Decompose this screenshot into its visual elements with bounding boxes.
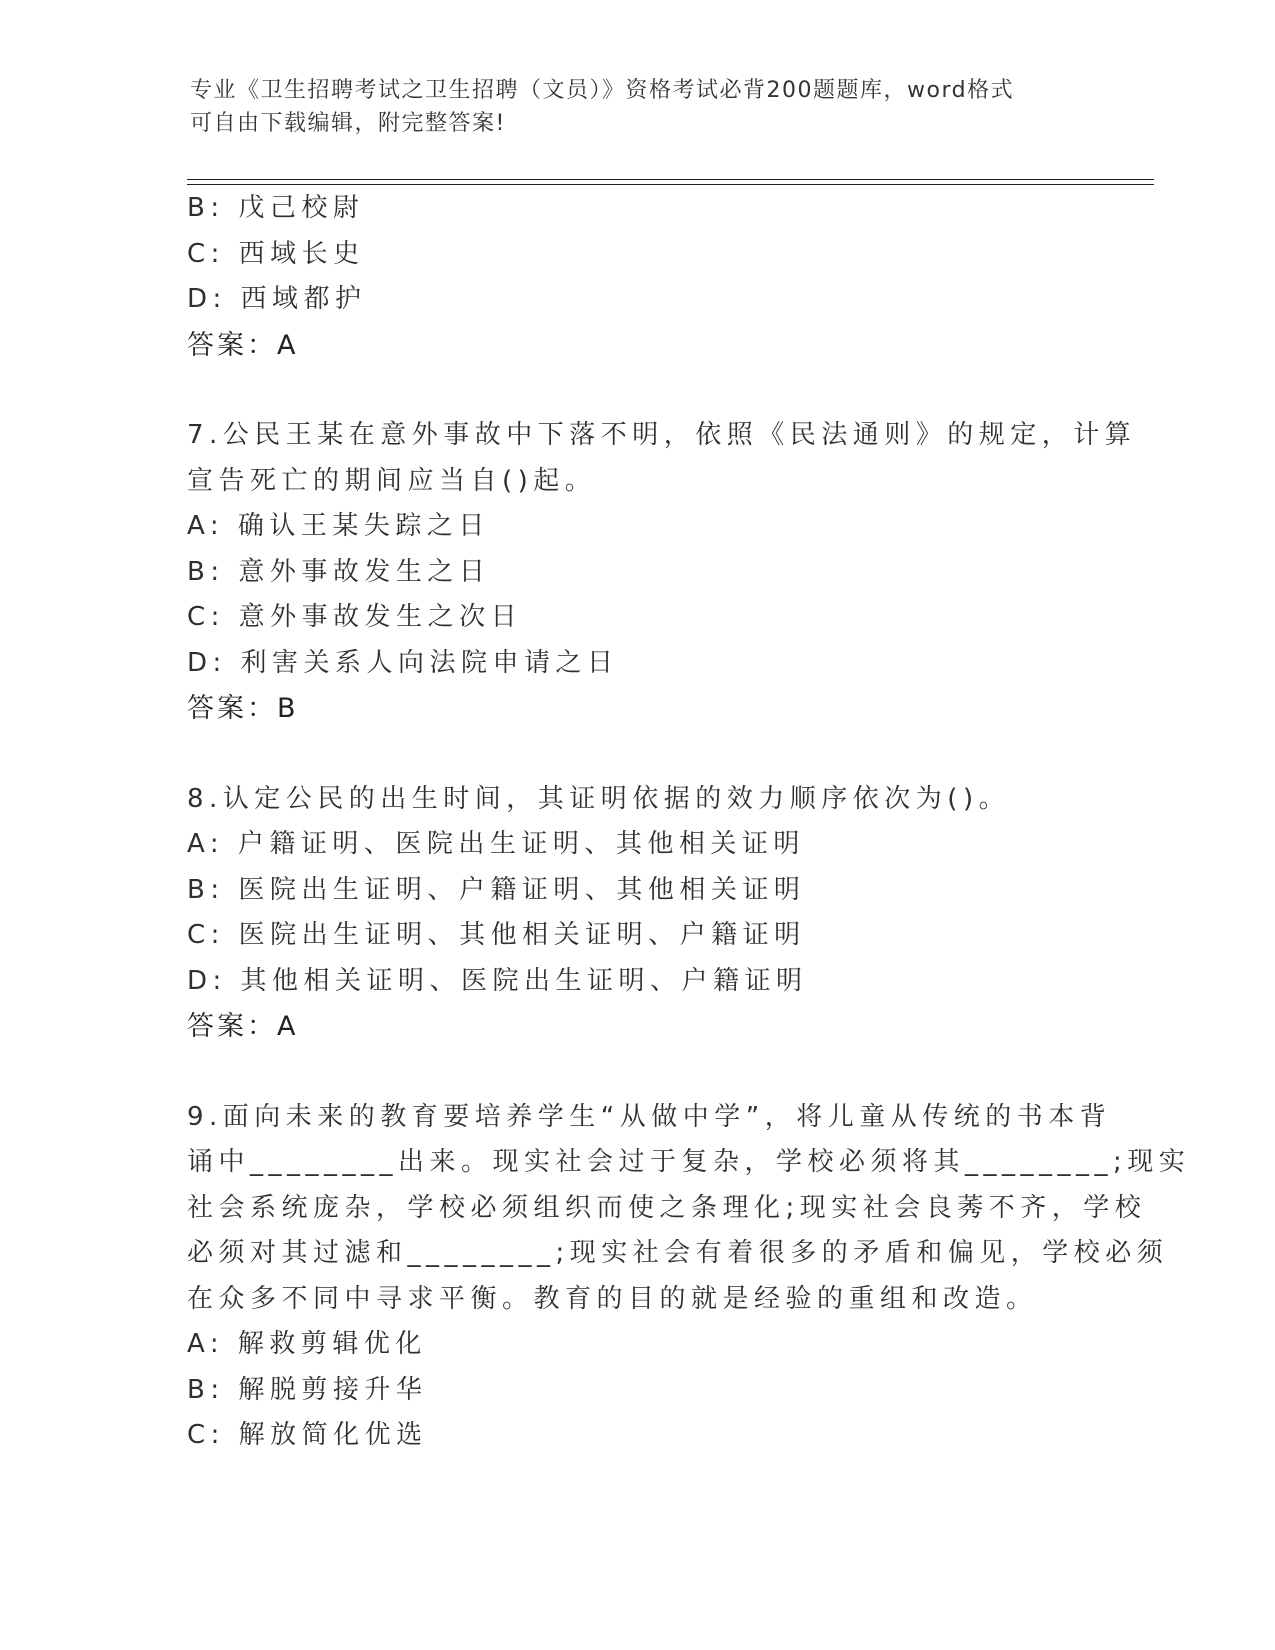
question-7-block (187, 413, 1137, 732)
q7-option-d: D: 利害关系人向法院申请之日 (187, 647, 619, 678)
q9-option-b: B: 解脱剪接升华 (187, 1374, 428, 1405)
q6-answer: 答案：A (187, 329, 299, 361)
q6-option-d: D: 西域都护 (187, 284, 367, 314)
q8-option-d: D: 其他相关证明、医院出生证明、户籍证明 (187, 965, 808, 996)
q9-option-a: A: 解救剪辑优化 (187, 1329, 427, 1359)
q6-option-b: B: 戊己校尉 (187, 193, 365, 223)
q8-stem-line-1: 8.认定公民的出生时间，其证明依据的效力顺序依次为()。 (187, 783, 1011, 814)
q6-option-c: C: 西域长史 (187, 238, 365, 269)
question-spacer (187, 1050, 1087, 1095)
q9-stem-line-5: 在众多不同中寻求平衡。教育的目的就是经验的重组和改造。 (187, 1283, 1038, 1314)
q7-stem-line-1: 7.公民王某在意外事故中下落不明，依照《民法通则》的规定，计算 (187, 420, 1137, 450)
q7-option-a: A: 确认王某失踪之日 (187, 511, 490, 541)
q7-answer: 答案：B (187, 693, 299, 724)
header-divider-bottom (187, 184, 1154, 185)
header-line-2: 可自由下载编辑，附完整答案! (190, 111, 506, 136)
question-spacer (187, 732, 1087, 777)
header-line-1: 专业《卫生招聘考试之卫生招聘（文员）》资格考试必背200题题库，word格式 (190, 78, 1015, 103)
question-6-block (187, 186, 1087, 368)
document-header (190, 74, 1090, 140)
q7-stem-line-2: 宣告死亡的期间应当自()起。 (187, 465, 597, 496)
q9-stem-line-3: 社会系统庞杂，学校必须组织而使之条理化;现实社会良莠不齐，学校 (187, 1192, 1147, 1223)
q7-option-b: B: 意外事故发生之日 (187, 556, 491, 587)
question-8-block (187, 777, 1087, 1050)
q7-option-c: C: 意外事故发生之次日 (187, 602, 523, 632)
question-9-block (187, 1095, 1191, 1459)
header-divider-top (187, 179, 1154, 180)
question-list (187, 186, 1191, 1459)
q9-option-c: C: 解放简化优选 (187, 1420, 428, 1450)
q9-stem-line-1: 9.面向未来的教育要培养学生“从做中学”，将儿童从传统的书本背 (187, 1101, 1112, 1132)
q8-option-c: C: 医院出生证明、其他相关证明、户籍证明 (187, 920, 806, 950)
q8-answer: 答案：A (187, 1011, 299, 1042)
q9-stem-line-4: 必须对其过滤和________;现实社会有着很多的矛盾和偏见，学校必须 (187, 1238, 1169, 1268)
q9-stem-line-2: 诵中________出来。现实社会过于复杂，学校必须将其________;现实 (187, 1147, 1191, 1177)
q8-option-a: A: 户籍证明、医院出生证明、其他相关证明 (187, 829, 805, 859)
question-spacer (187, 368, 1087, 413)
q8-option-b: B: 医院出生证明、户籍证明、其他相关证明 (187, 874, 806, 905)
